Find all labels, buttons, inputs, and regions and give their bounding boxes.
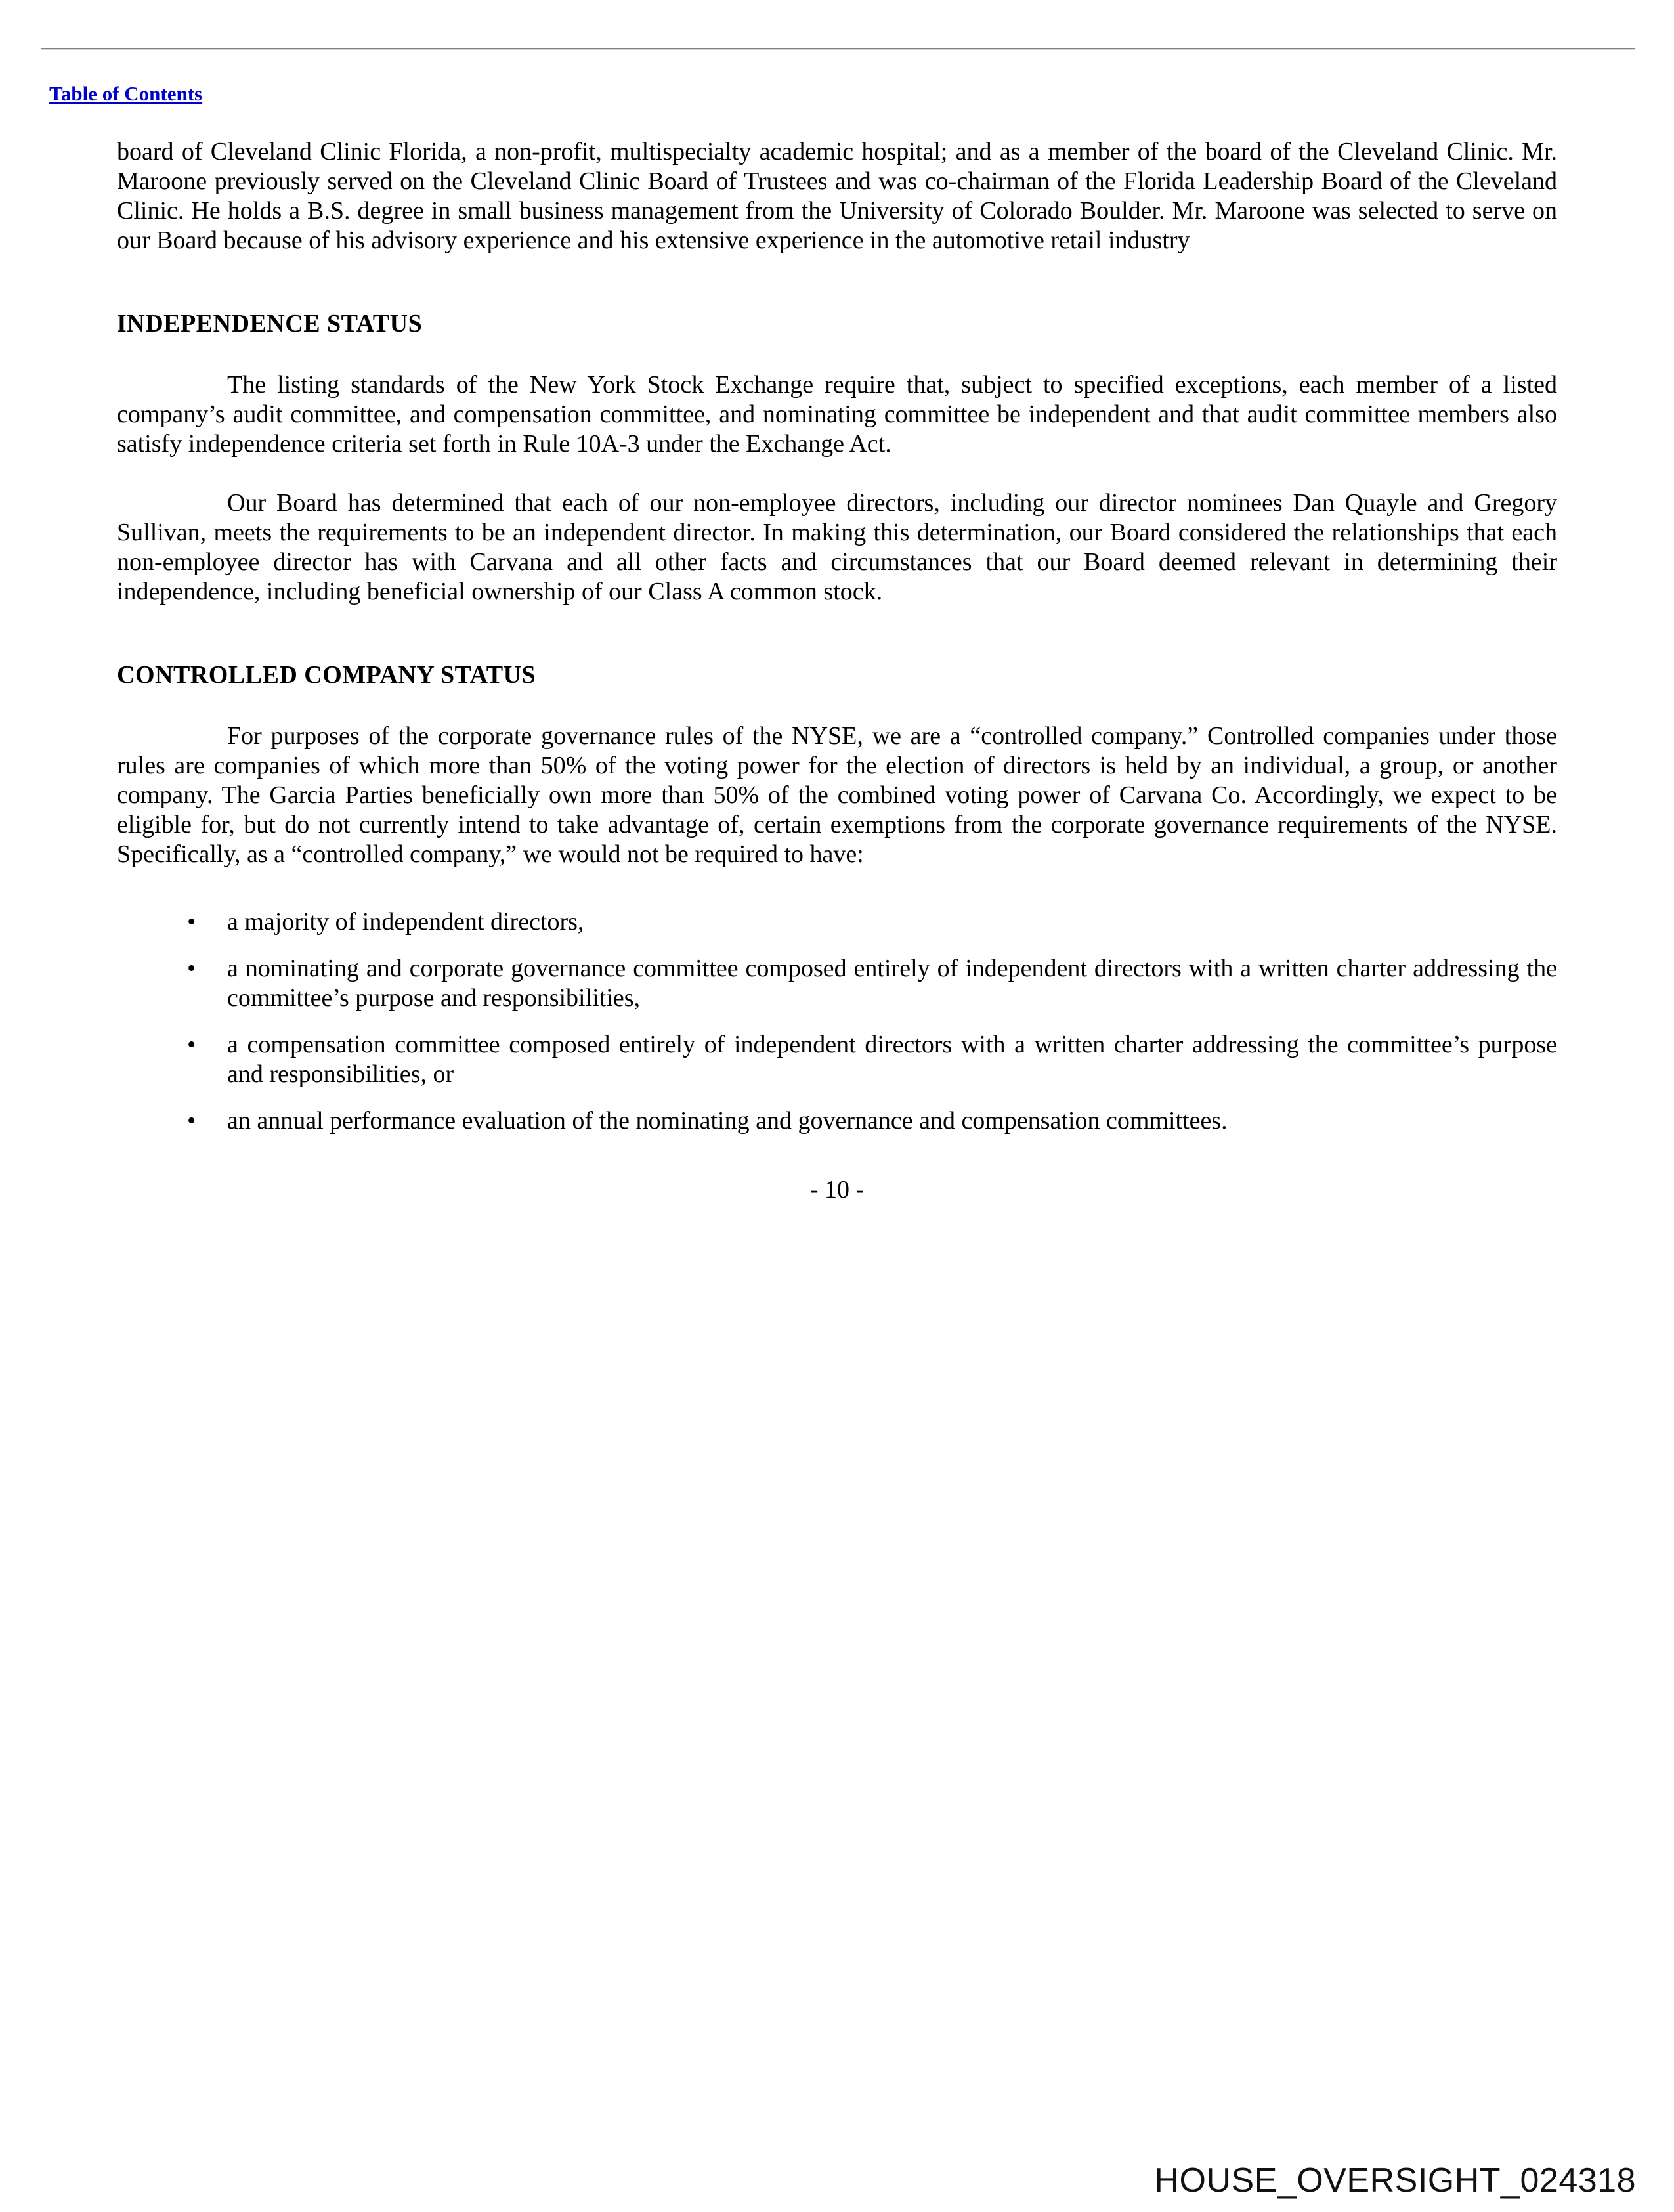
paragraph-controlled-company: For purposes of the corporate governance rules of the NYSE, we are a “controlled company.” Controlled companies under those rules are companies of which more than 50% of the voting power for the election of directors is held by an individual, a group, or another company. The Garcia Parties beneficially own more than 50% of the combined voting power of Carvana Co. Accordingly, we expect to be eligible for, but do not currently intend to take advantage of, certain exemptions from the corporate governance requirements of the NYSE. Specifically, as a “controlled company,” we would not be required to have: — [117, 722, 1557, 868]
bates-stamp: HOUSE_OVERSIGHT_024318 — [1154, 2161, 1636, 2200]
list-item — [117, 1106, 1557, 1136]
bullet-icon: • — [187, 1107, 196, 1135]
bullet-icon: • — [187, 908, 196, 936]
heading-independence-status: INDEPENDENCE STATUS — [117, 310, 423, 337]
bullet-text-majority-directors: a majority of independent directors, — [227, 908, 584, 936]
bullet-text-nominating-committee: a nominating and corporate governance committee composed entirely of independent directors with a written charter addressing the committee’s purpose and responsibilities, — [227, 955, 1557, 1012]
paragraph-board-determination: Our Board has determined that each of our non-employee directors, including our director nominees Dan Quayle and Gregory Sullivan, meets the requirements to be an independent director. In making this determination, our Board considered the relationships that each non-employee director has with Carvana and all other facts and circumstances that our Board deemed relevant in determining their independence, including beneficial ownership of our Class A common stock. — [117, 489, 1557, 605]
bullet-icon: • — [187, 1031, 196, 1058]
bullet-text-annual-evaluation: an annual performance evaluation of the nominating and governance and compensation committees. — [227, 1107, 1228, 1135]
bullet-icon: • — [187, 955, 196, 982]
document-content — [117, 137, 1557, 1205]
bullet-text-compensation-committee: a compensation committee composed entirely of independent directors with a written charter addressing the committee’s purpose and responsibilities, or — [227, 1031, 1557, 1088]
heading-controlled-company-status: CONTROLLED COMPANY STATUS — [117, 661, 536, 689]
table-of-contents-link[interactable]: Table of Contents — [49, 82, 203, 105]
list-item — [117, 1030, 1557, 1089]
list-item — [117, 954, 1557, 1013]
page-number: - 10 - — [809, 1176, 865, 1204]
paragraph-maroone-bio: board of Cleveland Clinic Florida, a non-profit, multispecialty academic hospital; and as a member of the board of the Cleveland Clinic. Mr. Maroone previously served on the Cleveland Clinic Board of Trustees and was co-chairman of the Florida Leadership Board of the Cleveland Clinic. He holds a B.S. degree in small business management from the University of Colorado Boulder. Mr. Maroone was selected to serve on our Board because of his advisory experience and his extensive experience in the automotive retail industry — [117, 138, 1557, 254]
list-item — [117, 907, 1557, 937]
top-divider-rule — [41, 48, 1635, 50]
paragraph-listing-standards: The listing standards of the New York Stock Exchange require that, subject to specified exceptions, each member of a listed company’s audit committee, and compensation committee, and nominating committee be independent and that audit committee members also satisfy independence criteria set forth in Rule 10A-3 under the Exchange Act. — [117, 371, 1557, 458]
exemptions-bullet-list — [117, 907, 1557, 1136]
